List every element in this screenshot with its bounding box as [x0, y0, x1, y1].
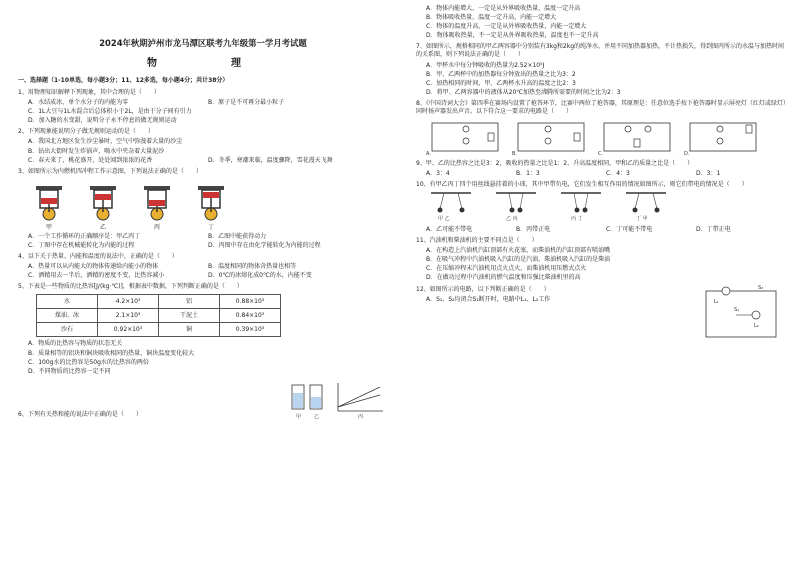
- table-cell: 0.39×10³: [220, 323, 281, 337]
- options-row: [28, 272, 388, 280]
- option-b: B．在吸气冲程中汽油机吸入汽缸的是汽油，柴油机吸入汽缸的是柴油: [426, 255, 611, 263]
- circuit-diagram-q12: [696, 283, 786, 343]
- figure-label: 乙: [314, 413, 320, 419]
- figure-label: 甲: [296, 413, 302, 419]
- option-a: A．甲杯水中每分钟吸收的热量为2.52×10⁵J: [426, 61, 545, 69]
- table-cell: 沙石: [37, 323, 98, 337]
- option-b: B．甲、乙两杯中的加热器每分钟放出的热量之比为3：2: [426, 70, 576, 78]
- option-a: A．物质的比热容与物质的状态无关: [28, 340, 123, 348]
- engine-figure: [28, 180, 388, 222]
- circuit-diagram-d: [684, 119, 764, 157]
- option-c: C．100g水的比热容是50g水的比热容的两倍: [28, 358, 149, 366]
- table-cell: 干泥土: [159, 309, 220, 323]
- option-c: C．加热相同的时间，甲、乙两杯水升高的温度之比2：3: [426, 79, 576, 87]
- circuit-label: D．: [684, 151, 693, 158]
- question-6: 6、下列有关热和能的说法中正确的是（ ）: [18, 410, 142, 418]
- left-column: [18, 0, 388, 562]
- heating-figure: [288, 379, 388, 419]
- option-d: D．0℃的冰熔化成0℃的水，内能不变: [208, 272, 312, 280]
- option-d: D．冬季，寒潮来临，温度骤降，雪花漫天飞舞: [208, 156, 333, 164]
- question-4: 4、以下关于热量、内能和温度的说法中，正确的是（ ）: [18, 253, 178, 261]
- option-c: C．物体的温度升高，一定是从外界吸收热量，内能一定增大: [426, 23, 587, 31]
- option-b: B．温度相同的物体含热量也相等: [208, 263, 297, 271]
- table-cell: 水: [37, 295, 98, 309]
- option-a: A．乙可能不带电: [426, 225, 473, 233]
- option-a: A．我国北方地区发生沙尘暴时，空气中弥漫着大量的沙尘: [28, 138, 183, 146]
- engine-diagram-yi: [82, 180, 124, 222]
- option-a: A．物体内能增大，一定是从外界吸收热量，温度一定升高: [426, 5, 581, 12]
- circuit-label: A．: [426, 151, 435, 158]
- circuit-diagram-b: [512, 119, 592, 157]
- table-row: [37, 323, 281, 337]
- question-12: 12、如图所示的电路，以下判断正确的是（ ）: [416, 286, 550, 294]
- options-row: [426, 170, 786, 178]
- options-row: [28, 99, 388, 107]
- option-b: B．1：3: [516, 170, 540, 178]
- table-cell: 0.92×10³: [98, 323, 159, 337]
- option-d: D．丙图中存在由化学能转化为内能的过程: [208, 241, 321, 249]
- circuit-label: L₁: [714, 299, 719, 306]
- option-c: C．在压缩冲程末汽油机用点火点火，而柴油机用压燃式点火: [426, 264, 587, 272]
- option-d: D．在做功过程中汽油机的燃气温度和压强比柴油机里的高: [426, 273, 581, 281]
- question-7: 7、如图所示，规格相同的甲乙两容器中分别装有3kg和2kg的纯净水，并用不同加热器加热，不计热损失，得到图丙所示的水温与加热时间的关系图，则下列说法正确的是（ ）: [416, 43, 785, 59]
- question-1: 1、用物理知识解释下列现象，其中合理的是（ ）: [18, 88, 160, 96]
- section-heading: 一、选择题（1-10单选，每小题3分；11、12多选，每小题4分；共计38分）: [18, 76, 229, 84]
- option-c: C．1L大豆与1L水混合后总体积小于2L，是由于分子间有引力: [28, 108, 192, 116]
- option-b: B．原子是不可再分最小粒子: [208, 99, 285, 107]
- options-row: [28, 233, 388, 241]
- option-d: D．将甲、乙两容器中的液体从20℃加热至沸腾所需要的时间之比为2：3: [426, 88, 621, 96]
- question-11: 11、汽油机和柴油机的主要不同点是（ ）: [416, 236, 538, 244]
- option-a: A．S₁、S₂均闭合S₁断开时，电路中L₁、L₂工作: [426, 296, 551, 304]
- option-d: D．不同物质的比热容一定不同: [28, 367, 111, 375]
- circuit-options: [426, 119, 786, 157]
- right-column: [416, 0, 786, 562]
- option-b: B．物体吸收热量，温度一定升高，内能一定增大: [426, 14, 557, 22]
- question-10: 10、有甲乙丙丁四个用丝线悬挂着的小球，其中甲带负电，它们发生相互作用的情况如图所示，则它们带电的情况是（ ）: [416, 181, 748, 189]
- option-c: C．春天来了，桃花盛开，处处闻到浓浓的花香: [28, 156, 153, 164]
- engine-label: 丁: [207, 223, 214, 231]
- charged-balls-figure: [426, 191, 676, 221]
- table-cell: 铜: [159, 323, 220, 337]
- option-d: D．加入糖的水变甜，说明分子永不停息的做无规则运动: [28, 117, 177, 125]
- question-2: 2、下列现象能说明分子做无规则运动的是（ ）: [18, 128, 154, 136]
- figure-label: 丙: [358, 413, 364, 419]
- option-a: A．在构造上汽油机汽缸顶部有火花塞，而柴油机的汽缸顶部有喷油嘴: [426, 246, 611, 254]
- option-b: B．钻出大街时发生炸锅声，喝水中夹杂着大量泥沙: [28, 147, 165, 155]
- options-row: [28, 242, 388, 250]
- engine-diagram-jia: [28, 180, 70, 222]
- options-row: [28, 157, 388, 165]
- option-c: C．丁图中存在机械能转化为内能的过程: [28, 241, 135, 249]
- option-a: A．一个工作循环的正确顺序是：甲乙丙丁: [28, 232, 141, 240]
- balls-label: 丁 甲: [636, 216, 648, 222]
- option-c: C．洒精用去一半后，洒精的密度不变，比热容减小: [28, 272, 165, 280]
- engine-label: 甲: [45, 223, 52, 231]
- engine-diagram-ding: [190, 180, 232, 222]
- options-row: [28, 263, 388, 271]
- option-b: B．乙图中能获得动力: [208, 232, 267, 240]
- table-cell: 0.88×10³: [220, 295, 281, 309]
- circuit-diagram-a: [426, 119, 506, 157]
- table-cell: 煤油、冰: [37, 309, 98, 323]
- circuit-diagram-c: [598, 119, 678, 157]
- option-a: A．3：4: [426, 170, 450, 178]
- circuit-label: C．: [598, 151, 607, 158]
- option-c: C．4：3: [606, 170, 630, 178]
- option-d: D．3：1: [696, 170, 721, 178]
- balls-label: 甲 乙: [438, 216, 450, 222]
- exam-title: 2024年秋期泸州市龙马潭区联考九年级第一学月考试题: [99, 38, 307, 48]
- subject-title: 物 理: [147, 58, 259, 70]
- engine-diagram-bing: [136, 180, 178, 222]
- engine-label: 乙: [99, 223, 106, 231]
- table-row: [37, 295, 281, 309]
- option-b: B．丙带正电: [516, 225, 551, 233]
- option-d: D．物体吸收热量，不一定是从外界吸收热量，温度也不一定升高: [426, 32, 599, 40]
- question-6-row: [18, 379, 388, 419]
- table-cell: 0.84×10³: [220, 309, 281, 323]
- question-12-row: [416, 283, 786, 343]
- circuit-label: B．: [512, 151, 521, 158]
- engine-labels: [28, 224, 388, 232]
- options-row: [426, 226, 786, 234]
- option-c: C．丁可能不带电: [606, 225, 653, 233]
- question-9: 9、甲、乙的比热容之比是3：2，吸收的热量之比是1：2，升高温度相同，甲和乙的质量之比是（ ）: [416, 160, 694, 168]
- question-3: 3、如图所示为内燃机四冲程工作示意图，下列说法正确的是（ ）: [18, 167, 202, 175]
- option-b: B．质量相等的铝块和铜块吸收相同的热量，铜块温度变化较大: [28, 349, 195, 357]
- table-cell: 2.1×10³: [98, 309, 159, 323]
- table-cell: 4.2×10³: [98, 295, 159, 309]
- balls-label: 乙 丙: [506, 216, 518, 222]
- engine-label: 丙: [153, 223, 160, 231]
- option-a: A．热量可以从内能大的物体传递给内能小的物体: [28, 263, 159, 271]
- option-d: D．丁带正电: [696, 225, 731, 233]
- specific-heat-table: [36, 294, 281, 337]
- circuit-label: S₂: [758, 285, 764, 292]
- circuit-label: S₁: [734, 307, 740, 314]
- circuit-label: L₂: [754, 323, 759, 330]
- table-cell: 铝: [159, 295, 220, 309]
- question-8: 8、《中国诗词大会》第四季在赛场内设置了抢答环节，比赛中两位了抢答器，其原理是：任意位选手按下抢答器时显示屏亮灯（红灯或绿灯）同时扬声器发出声音。以下符合这一要求的电路是（ ）: [416, 99, 786, 116]
- question-5: 5、下表是一些物质的比热容[J/(kg·℃)]，根据表中数据，下列判断正确的是（ ）: [18, 283, 243, 291]
- balls-label: 丙 丁: [571, 216, 583, 222]
- option-a: A．水结成冰，单个水分子的内能为零: [28, 99, 129, 107]
- table-row: [37, 309, 281, 323]
